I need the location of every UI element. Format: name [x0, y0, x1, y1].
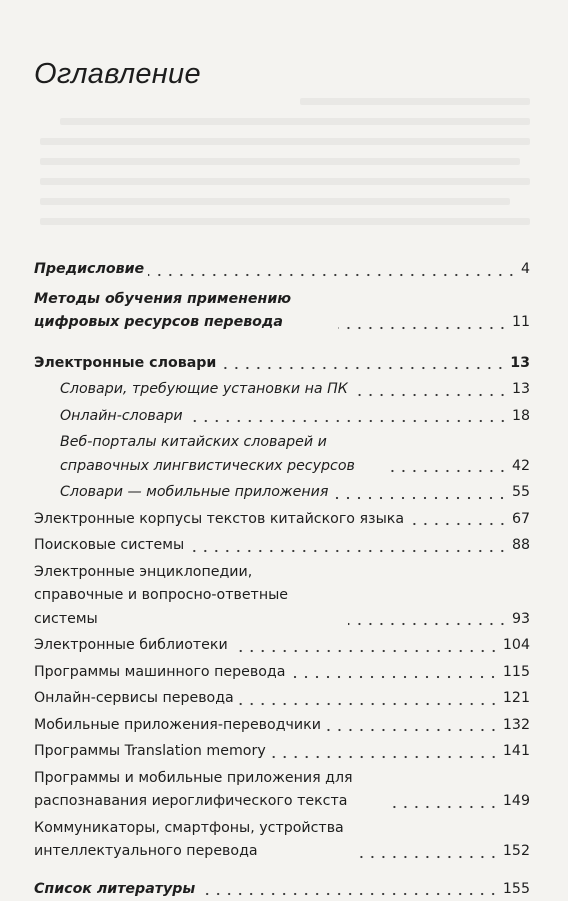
toc-page-number: 4 [521, 258, 530, 282]
table-of-contents [34, 258, 530, 901]
toc-entry-text: Электронные энциклопедии, справочные и вопросно-ответные системы [34, 561, 344, 632]
toc-entry-corpora[interactable] [34, 508, 530, 532]
toc-entry-search-engines[interactable] [34, 534, 530, 558]
bleed-through-line [40, 218, 530, 225]
toc-entry-text: Программы машинного перевода [34, 661, 285, 685]
toc-entry-web-portals[interactable] [34, 431, 530, 478]
toc-entry-text: Онлайн-словари [60, 405, 183, 429]
toc-entry-mt-programs[interactable] [34, 661, 530, 685]
toc-page-number: 18 [512, 405, 530, 429]
toc-entry-text: Веб-порталы китайских словарей и справочных лингвистических ресурсов [60, 431, 380, 478]
dot-leader [408, 508, 508, 532]
dot-leader [332, 481, 508, 505]
dot-leader [199, 878, 499, 901]
toc-entry-methods[interactable] [34, 288, 530, 335]
toc-title: Оглавление [34, 58, 201, 91]
toc-entry-text: Электронные библиотеки [34, 634, 228, 658]
bleed-through-line [300, 98, 530, 105]
dot-leader [325, 714, 499, 738]
toc-entry-text: Мобильные приложения-переводчики [34, 714, 321, 738]
dot-leader [384, 455, 508, 479]
bleed-through-line [40, 178, 530, 185]
toc-page-number: 11 [512, 311, 530, 335]
toc-page-number: 152 [503, 840, 530, 864]
toc-entry-text: Электронные корпусы текстов китайского языка [34, 508, 404, 532]
dot-leader [348, 608, 508, 632]
toc-entry-pc-dictionaries[interactable] [34, 378, 530, 402]
toc-entry-ocr[interactable] [34, 767, 530, 814]
toc-entry-text: Коммуникаторы, смартфоны, устройства интеллектуального перевода [34, 817, 354, 864]
toc-page-number: 13 [512, 378, 530, 402]
bleed-through-line [40, 138, 530, 145]
toc-entry-online-dictionaries[interactable] [34, 405, 530, 429]
toc-page-number: 13 [510, 352, 530, 376]
toc-page-number: 132 [503, 714, 530, 738]
bleed-through-line [40, 158, 520, 165]
toc-page-number: 67 [512, 508, 530, 532]
dot-leader [358, 840, 499, 864]
dot-leader [289, 661, 499, 685]
bleed-through-line [60, 118, 530, 125]
toc-entry-preface[interactable] [34, 258, 530, 282]
dot-leader [188, 534, 508, 558]
toc-entry-online-translation[interactable] [34, 687, 530, 711]
dot-leader [187, 405, 508, 429]
dot-leader [388, 790, 499, 814]
toc-page-number: 55 [512, 481, 530, 505]
toc-page-number: 115 [503, 661, 530, 685]
dot-leader [352, 378, 508, 402]
toc-entry-text: Словари, требующие установки на ПК [60, 378, 348, 402]
dot-leader [238, 687, 499, 711]
dot-leader [338, 311, 508, 335]
toc-page-number: 88 [512, 534, 530, 558]
toc-page-number: 104 [503, 634, 530, 658]
toc-entry-encyclopedias[interactable] [34, 561, 530, 632]
toc-entry-text: Программы Translation memory [34, 740, 266, 764]
toc-entry-text: Словари — мобильные приложения [60, 481, 328, 505]
toc-entry-text: Онлайн-сервисы перевода [34, 687, 234, 711]
toc-entry-text: Поисковые системы [34, 534, 184, 558]
toc-entry-mobile-translators[interactable] [34, 714, 530, 738]
dot-leader [270, 740, 499, 764]
dot-leader [220, 352, 506, 376]
toc-entry-text: Программы и мобильные приложения для распознавания иероглифического текста [34, 767, 384, 814]
toc-page-number: 141 [503, 740, 530, 764]
toc-page-number: 121 [503, 687, 530, 711]
toc-entry-references[interactable] [34, 878, 530, 901]
toc-page-number: 42 [512, 455, 530, 479]
toc-entry-text: Список литературы [34, 878, 195, 901]
toc-page-number: 93 [512, 608, 530, 632]
toc-entry-libraries[interactable] [34, 634, 530, 658]
toc-page-number: 149 [503, 790, 530, 814]
toc-entry-electronic-dictionaries[interactable] [34, 352, 530, 376]
toc-entry-text: Методы обучения применению цифровых ресурсов перевода [34, 288, 334, 335]
toc-entry-devices[interactable] [34, 817, 530, 864]
bleed-through-line [40, 198, 510, 205]
toc-entry-text: Предисловие [34, 258, 144, 282]
dot-leader [148, 258, 517, 282]
toc-page-number: 155 [503, 878, 530, 901]
toc-entry-mobile-dictionaries[interactable] [34, 481, 530, 505]
toc-entry-text: Электронные словари [34, 352, 216, 376]
toc-entry-translation-memory[interactable] [34, 740, 530, 764]
dot-leader [232, 634, 499, 658]
